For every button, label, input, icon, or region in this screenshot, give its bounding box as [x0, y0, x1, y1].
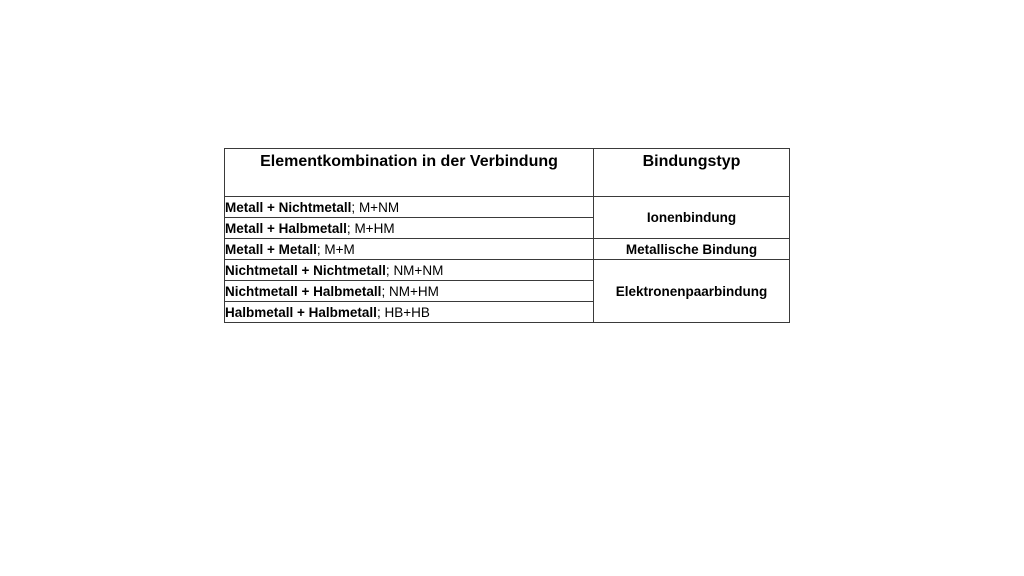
combination-cell [225, 218, 594, 239]
combination-name: Nichtmetall + Halbmetall [225, 283, 382, 299]
bond-type-ionic: Ionenbindung [594, 197, 790, 239]
table-row [225, 197, 790, 218]
combination-abbreviation: NM+HM [388, 283, 439, 299]
combination-abbreviation: HB+HB [384, 304, 430, 320]
combination-name: Metall + Halbmetall [225, 220, 347, 236]
combination-abbreviation: M+M [324, 241, 355, 257]
header-bond-type: Bindungstyp [594, 149, 790, 197]
combination-separator: ; [351, 199, 359, 215]
combination-name: Metall + Nichtmetall [225, 199, 352, 215]
combination-separator: ; [346, 220, 355, 236]
bond-type-table [224, 148, 790, 323]
combination-name: Nichtmetall + Nichtmetall [225, 262, 386, 278]
combination-cell [225, 239, 594, 260]
table-row [225, 239, 790, 260]
combination-separator: ; [385, 262, 394, 278]
combination-separator: ; [381, 283, 389, 299]
combination-separator: ; [316, 241, 325, 257]
combination-cell [225, 302, 594, 323]
bond-type-covalent: Elektronenpaarbindung [594, 260, 790, 323]
table-header-row [225, 149, 790, 197]
combination-abbreviation: M+NM [358, 199, 400, 215]
table-row [225, 260, 790, 281]
combination-name: Metall + Metall [225, 241, 317, 257]
bond-type-metallic: Metallische Bindung [594, 239, 790, 260]
combination-separator: ; [376, 304, 385, 320]
combination-cell [225, 197, 594, 218]
combination-cell [225, 281, 594, 302]
combination-cell [225, 260, 594, 281]
combination-abbreviation: M+HM [354, 220, 395, 236]
header-element-combination: Elementkombination in der Verbindung [225, 149, 594, 197]
combination-name: Halbmetall + Halbmetall [225, 304, 377, 320]
combination-abbreviation: NM+NM [393, 262, 444, 278]
